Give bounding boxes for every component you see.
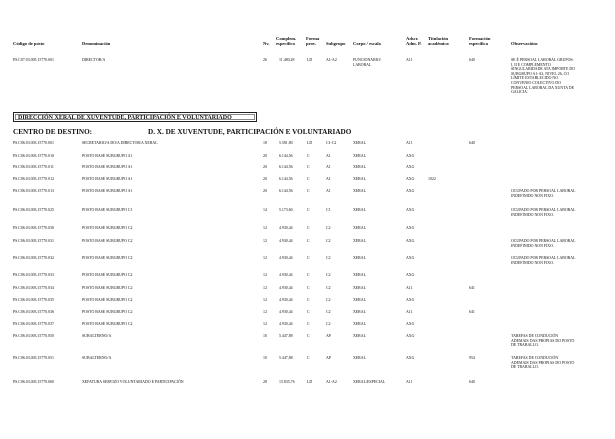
- cell-nivel: 28: [263, 380, 267, 384]
- cell-complemento: 11.480,28: [279, 58, 295, 62]
- cell-forma: C: [307, 356, 310, 360]
- cell-codigo: PS.C06.03.003.15770.034: [13, 286, 54, 290]
- cell-subgrupo: A1: [326, 165, 331, 169]
- cell-corpo: XERAL: [353, 298, 366, 302]
- cell-nivel: 20: [263, 165, 267, 169]
- cell-complemento: 4.930,44: [279, 239, 293, 243]
- cell-subgrupo: A1: [326, 154, 331, 158]
- cell-forma: C: [307, 256, 310, 260]
- cell-complemento: 4.930,44: [279, 310, 293, 314]
- cell-complemento: 4.930,44: [279, 322, 293, 326]
- cell-adscricion: AXG: [406, 208, 415, 212]
- cell-adscricion: AXG: [406, 189, 415, 193]
- cell-forma: C: [307, 334, 310, 338]
- header-codigo: Código de posto: [13, 41, 45, 46]
- cell-complemento: 6.144,56: [279, 165, 293, 169]
- cell-nivel: 26: [263, 58, 267, 62]
- cell-codigo: PS.C06.03.003.15770.037: [13, 322, 54, 326]
- cell-subgrupo: A1-A2: [326, 58, 337, 62]
- cell-codigo: PS.C06.03.003.15770.012: [13, 177, 54, 181]
- cell-adscricion: AXG: [406, 298, 415, 302]
- cell-forma: C: [307, 154, 310, 158]
- cell-subgrupo: C2: [326, 239, 331, 243]
- cell-denominacion: POSTO BASE SUBGRUPO C2: [82, 322, 133, 326]
- cell-denominacion: DIRECTOR/A: [82, 58, 106, 62]
- cell-corpo: XERAL: [353, 239, 366, 243]
- cell-corpo: XERAL: [353, 310, 366, 314]
- cell-corpo: XERAL: [353, 256, 366, 260]
- cell-corpo: XERAL: [353, 334, 366, 338]
- header-formacion: Formación específica: [469, 36, 491, 47]
- cell-adscricion: AXG: [406, 256, 415, 260]
- cell-codigo: PS.C06.03.003.15770.050: [13, 334, 54, 338]
- cell-formacion: 640: [469, 380, 475, 384]
- cell-denominacion: SECRETARIO/A DO/A DIRECTOR/A XERAL: [82, 141, 158, 145]
- centro-value: D. X. DE XUVENTUDE, PARTICIPACIÓN E VOLUNTARIADO: [148, 128, 352, 136]
- cell-adscricion: A11: [406, 310, 413, 314]
- cell-forma: C: [307, 298, 310, 302]
- cell-subgrupo: A1: [326, 189, 331, 193]
- cell-codigo: PS.C06.03.003.15770.032: [13, 256, 54, 260]
- cell-complemento: 5.581,80: [279, 141, 293, 145]
- cell-corpo: XERAL/ESPECIAL: [353, 380, 386, 384]
- cell-subgrupo: C2: [326, 298, 331, 302]
- cell-denominacion: POSTO BASE SUBGRUPO C2: [82, 256, 133, 260]
- cell-adscricion: A11: [406, 286, 413, 290]
- cell-codigo: PS.C06.03.003.15770.001: [13, 141, 54, 145]
- cell-nivel: 12: [263, 286, 267, 290]
- cell-nivel: 18: [263, 141, 267, 145]
- section-banner: [13, 112, 257, 122]
- cell-complemento: 4.930,44: [279, 226, 293, 230]
- cell-subgrupo: C1-C2: [326, 141, 337, 145]
- cell-forma: LD: [307, 380, 313, 384]
- header-denominacion: Denominación: [82, 41, 111, 46]
- cell-denominacion: POSTO BASE SUBGRUPO A1: [82, 165, 133, 169]
- cell-formacion: 640: [469, 58, 475, 62]
- cell-denominacion: POSTO BASE SUBGRUPO A1: [82, 189, 133, 193]
- header-complemento: Complem. específico: [276, 36, 297, 47]
- cell-adscricion: AXG: [406, 165, 415, 169]
- cell-complemento: 6.144,56: [279, 154, 293, 158]
- cell-adscricion: A11: [406, 58, 413, 62]
- cell-adscricion: AXG: [406, 273, 415, 277]
- cell-nivel: 20: [263, 154, 267, 158]
- header-subgrupo: Subgrupo: [326, 41, 346, 46]
- cell-observacions: SE É PERSOAL LABORAL GRUPOS: I, II E COMPLEMENTO SINGULARIDADE ATA IMPORTE DO SUBGRUPO A1-A2, NIVEL 26, CO LÍMITE ESTABLECIDO NO CONVENIO COLECTIVO DO PERSOAL LABORAL DA XUNTA DE GALICIA.: [511, 58, 575, 95]
- cell-corpo: XERAL: [353, 322, 366, 326]
- cell-codigo: PS.C06.03.003.15770.036: [13, 310, 54, 314]
- cell-codigo: PS.C06.03.003.15770.031: [13, 239, 54, 243]
- cell-codigo: PS.C07.03.005.15770.001: [13, 58, 54, 62]
- cell-adscricion: AXG: [406, 356, 415, 360]
- header-nivel: Nv.: [263, 41, 270, 46]
- cell-nivel: 10: [263, 356, 267, 360]
- cell-observacions: OCUPADO POR PERSOAL LABORAL INDEFINIDO NON FIXO.: [511, 189, 576, 198]
- cell-forma: C: [307, 208, 310, 212]
- cell-denominacion: POSTO BASE SUBGRUPO C2: [82, 286, 133, 290]
- cell-codigo: PS.C06.03.003.15770.013: [13, 189, 54, 193]
- cell-nivel: 20: [263, 189, 267, 193]
- cell-adscricion: A11: [406, 141, 413, 145]
- cell-observacions: OCUPADO POR PERSOAL LABORAL INDEFINIDO NON FIXO.: [511, 208, 576, 217]
- cell-titulacion: 1022: [428, 177, 436, 181]
- cell-corpo: XERAL: [353, 165, 366, 169]
- cell-denominacion: POSTO BASE SUBGRUPO C2: [82, 298, 133, 302]
- cell-corpo: XERAL: [353, 154, 366, 158]
- cell-adscricion: AXG: [406, 239, 415, 243]
- cell-forma: LD: [307, 58, 313, 62]
- cell-subgrupo: C2: [326, 273, 331, 277]
- cell-complemento: 4.930,44: [279, 286, 293, 290]
- cell-nivel: 10: [263, 334, 267, 338]
- cell-adscricion: AXG: [406, 154, 415, 158]
- cell-corpo: XERAL: [353, 208, 366, 212]
- cell-nivel: 12: [263, 226, 267, 230]
- cell-codigo: PS.C06.03.003.15770.060: [13, 380, 54, 384]
- cell-formacion: 640: [469, 141, 475, 145]
- cell-observacions: OCUPADO POR PERSOAL LABORAL INDEFINIDO NON FIXO.: [511, 239, 576, 248]
- cell-adscricion: A11: [406, 380, 413, 384]
- cell-formacion: 641: [469, 310, 475, 314]
- cell-corpo: XERAL: [353, 177, 366, 181]
- cell-denominacion: POSTO BASE SUBGRUPO C2: [82, 310, 133, 314]
- header-corpo: Corpo / escala: [353, 41, 381, 46]
- header-titulacion: Titulación académica: [428, 36, 449, 47]
- cell-nivel: 12: [263, 273, 267, 277]
- cell-adscricion: AXG: [406, 226, 415, 230]
- cell-denominacion: POSTO BASE SUBGRUPO A1: [82, 177, 133, 181]
- cell-complemento: 4.930,44: [279, 256, 293, 260]
- cell-complemento: 6.144,56: [279, 177, 293, 181]
- cell-nivel: 14: [263, 208, 267, 212]
- cell-complemento: 5.173,60: [279, 208, 293, 212]
- cell-nivel: 12: [263, 239, 267, 243]
- cell-forma: C: [307, 189, 310, 193]
- cell-complemento: 4.930,44: [279, 273, 293, 277]
- cell-corpo: XERAL: [353, 356, 366, 360]
- cell-subgrupo: AP: [326, 356, 331, 360]
- cell-forma: C: [307, 273, 310, 277]
- cell-forma: C: [307, 286, 310, 290]
- cell-denominacion: POSTO BASE SUBGRUPO C2: [82, 273, 133, 277]
- cell-adscricion: AXG: [406, 322, 415, 326]
- cell-codigo: PS.C06.03.003.15770.025: [13, 208, 54, 212]
- cell-adscricion: AXG: [406, 334, 415, 338]
- cell-codigo: PS.C06.03.003.15770.035: [13, 298, 54, 302]
- cell-forma: C: [307, 239, 310, 243]
- cell-nivel: 12: [263, 256, 267, 260]
- cell-complemento: 15.835,76: [279, 380, 295, 384]
- cell-codigo: PS.C06.03.003.15770.033: [13, 273, 54, 277]
- header-observacions: Observacións: [511, 41, 538, 46]
- cell-denominacion: POSTO BASE SUBGRUPO C2: [82, 239, 133, 243]
- cell-forma: C: [307, 226, 310, 230]
- cell-observacions: TAREFAS DE CONDUCIÓN ADEMAIS DAS PROPIAS DO POSTO DE TRABALLO.: [511, 334, 575, 348]
- cell-complemento: 4.930,44: [279, 298, 293, 302]
- section-title: DIRECCIÓN XERAL DE XUVENTUDE, PARTICIPACIÓN E VOLUNTARIADO: [15, 114, 255, 120]
- cell-observacions: OCUPADO POR PERSOAL LABORAL INDEFINIDO NON FIXO.: [511, 256, 576, 265]
- cell-corpo: XERAL: [353, 226, 366, 230]
- cell-corpo: XERAL: [353, 141, 366, 145]
- cell-subgrupo: C1: [326, 208, 331, 212]
- cell-complemento: 5.447,88: [279, 356, 293, 360]
- cell-denominacion: POSTO BASE SUBGRUPO C2: [82, 226, 133, 230]
- cell-subgrupo: C2: [326, 322, 331, 326]
- cell-corpo: XERAL: [353, 189, 366, 193]
- cell-denominacion: POSTO BASE SUBGRUPO A1: [82, 154, 133, 158]
- cell-denominacion: POSTO BASE SUBGRUPO C1: [82, 208, 133, 212]
- cell-codigo: PS.C06.03.003.15770.051: [13, 356, 54, 360]
- cell-forma: C: [307, 310, 310, 314]
- cell-denominacion: SUBALTERNO/A: [82, 356, 112, 360]
- cell-formacion: 641: [469, 286, 475, 290]
- cell-subgrupo: C2: [326, 256, 331, 260]
- cell-formacion: 954: [469, 356, 475, 360]
- cell-subgrupo: A1: [326, 177, 331, 181]
- header-forma: Forma prov.: [306, 36, 320, 47]
- cell-denominacion: SUBALTERNO/A: [82, 334, 112, 338]
- cell-forma: LD: [307, 141, 313, 145]
- cell-subgrupo: C2: [326, 286, 331, 290]
- cell-denominacion: XEFATURA SERVIZO VOLUNTARIADO E PARTICIPACIÓN: [82, 380, 184, 384]
- cell-codigo: PS.C06.03.003.15770.030: [13, 226, 54, 230]
- cell-corpo: FUNCIONARIO/ LABORAL: [353, 58, 381, 67]
- cell-subgrupo: A1-A2: [326, 380, 337, 384]
- cell-corpo: XERAL: [353, 286, 366, 290]
- cell-codigo: PS.C06.03.003.15770.010: [13, 154, 54, 158]
- cell-subgrupo: AP: [326, 334, 331, 338]
- cell-subgrupo: C2: [326, 226, 331, 230]
- cell-complemento: 5.447,88: [279, 334, 293, 338]
- cell-forma: C: [307, 165, 310, 169]
- cell-nivel: 20: [263, 177, 267, 181]
- cell-forma: C: [307, 322, 310, 326]
- cell-nivel: 12: [263, 298, 267, 302]
- cell-forma: C: [307, 177, 310, 181]
- cell-nivel: 12: [263, 322, 267, 326]
- cell-adscricion: AXG: [406, 177, 415, 181]
- cell-nivel: 12: [263, 310, 267, 314]
- cell-codigo: PS.C06.03.003.15770.011: [13, 165, 54, 169]
- centro-label: CENTRO DE DESTINO:: [13, 128, 93, 136]
- cell-corpo: XERAL: [353, 273, 366, 277]
- cell-complemento: 6.144,56: [279, 189, 293, 193]
- header-adscricion: Adscr. Adm. P.: [406, 36, 422, 47]
- cell-subgrupo: C2: [326, 310, 331, 314]
- cell-observacions: TAREFAS DE CONDUCIÓN ADEMAIS DAS PROPIAS DO POSTO DE TRABALLO.: [511, 356, 575, 370]
